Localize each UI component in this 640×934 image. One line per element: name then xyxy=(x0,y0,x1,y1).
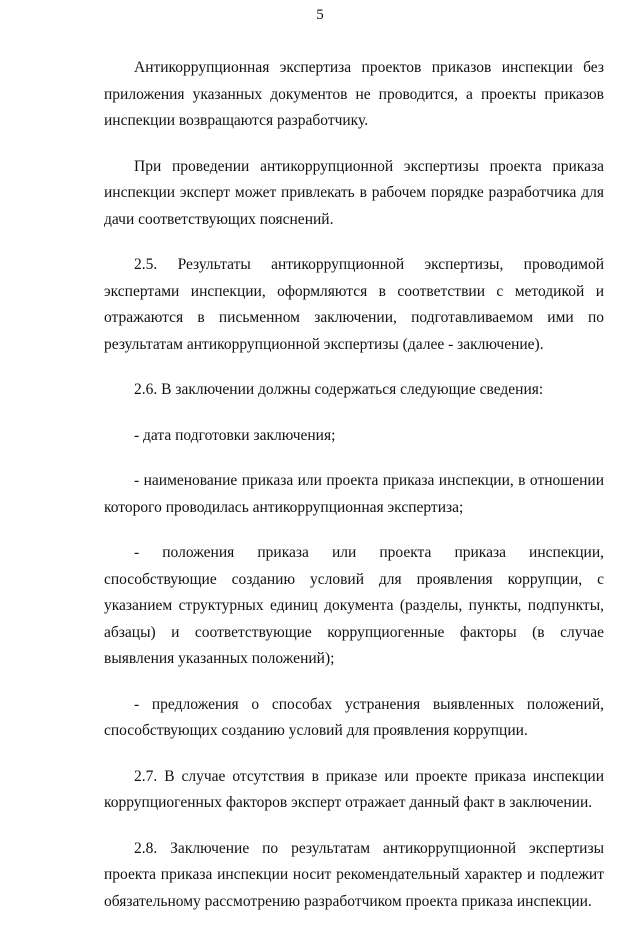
document-body xyxy=(104,55,604,934)
page-number: 5 xyxy=(316,7,324,23)
paragraph-developer-involvement: При проведении антикоррупционной экспертизы проекта приказа инспекции эксперт может привлекать в рабочем порядке разработчика для дачи соответствующих пояснений. xyxy=(104,157,604,228)
paragraph-2-6-conclusion-contents: 2.6. В заключении должны содержаться следующие сведения: xyxy=(134,381,544,398)
paragraph-2-7-absence-of-factors: 2.7. В случае отсутствия в приказе или проекте приказа инспекции коррупциогенных факторов эксперт отражает данный факт в заключении. xyxy=(104,767,604,811)
paragraph-2-8-recommendatory-nature: 2.8. Заключение по результатам антикоррупционной экспертизы проекта приказа инспекции носит рекомендательный характер и подлежит обязательному рассмотрению разработчиком проекта приказа инспекции. xyxy=(104,839,604,910)
list-item-corruption-provisions: - положения приказа или проекта приказа инспекции, способствующие созданию условий для проявления коррупции, с указанием структурных единиц документа (разделы, пункты, подпункты, абзацы) и соответствующие коррупциогенные факторы (в случае выявления указанных положений); xyxy=(104,544,604,667)
paragraph-expertise-not-conducted: Антикоррупционная экспертиза проектов приказов инспекции без приложения указанных документов не проводится, а проекты приказов инспекции возвращаются разработчику. xyxy=(104,59,604,129)
list-item-elimination-proposals: - предложения о способах устранения выявленных положений, способствующих созданию условий для проявления коррупции. xyxy=(104,695,604,739)
paragraph-2-5-results: 2.5. Результаты антикоррупционной экспертизы, проводимой экспертами инспекции, оформляются в соответствии с методикой и отражаются в письменном заключении, подготавливаемом ими по результатам антикоррупционной экспертизы (далее - заключение). xyxy=(104,256,604,353)
list-item-order-name: - наименование приказа или проекта приказа инспекции, в отношении которого проводилась антикоррупционная экспертиза; xyxy=(104,472,604,516)
list-item-preparation-date: - дата подготовки заключения; xyxy=(134,426,336,444)
